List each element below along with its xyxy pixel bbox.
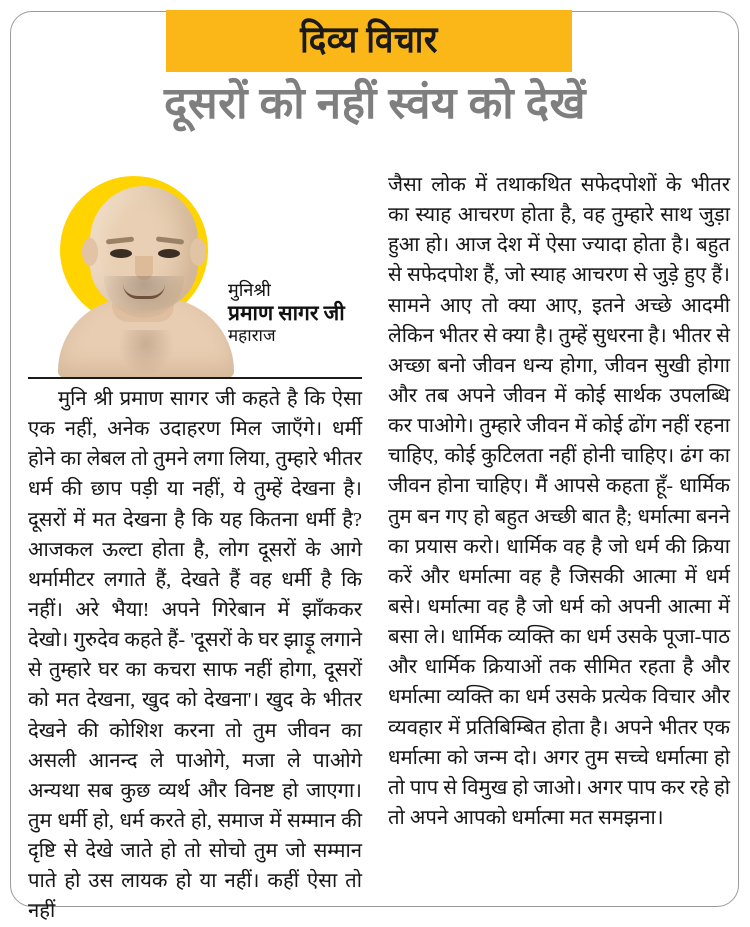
portrait-chest-shading: [118, 330, 174, 376]
page-title: दूसरों को नहीं स्वंय को देखें: [163, 79, 586, 128]
masthead-banner: [166, 10, 572, 72]
portrait-caption: [228, 280, 378, 346]
portrait-ear-left: [82, 238, 98, 266]
monk-portrait-image: [52, 180, 242, 368]
column-rule: [28, 377, 362, 379]
left-column: [28, 166, 362, 368]
portrait-eye-right: [158, 249, 180, 258]
article-body-right: जैसा लोक में तथाकथित सफेदपोशों के भीतर का स्याह आचरण होता है, वह तुम्हारे साथ जुड़ा हुआ हो। आज देश में ऐसा ज्यादा होता है। बहुत से सफेदपोश हैं, जो स्याह आचरण से जुड़े हुए हैं। सामने आए तो क्या आए, इतने अच्छे आदमी लेकिन भीतर से क्या है। तुम्हें सुधरना है। भीतर से अच्छा बनो जीवन धन्य होगा, जीवन सुखी होगा और तब अपने जीवन में कोई सार्थक उपलब्धि कर पाओगे। तुम्हारे जीवन में कोई ढोंग नहीं रहना चाहिए, कोई कुटिलता नहीं होनी चाहिए। ढंग का जीवन होना चाहिए। मैं आपसे कहता हूँ- धार्मिक तुम बन गए हो बहुत अच्छी बात है; धर्मात्मा बनने का प्रयास करो। धार्मिक वह है जो धर्म की क्रिया करें और धर्मात्मा वह है जिसकी आत्मा में धर्म बसे। धर्मात्मा वह है जो धर्म को अपनी आत्मा में बसा ले। धार्मिक व्यक्ति का धर्म उसके पूजा-पाठ और धार्मिक क्रियाओं तक सीमित रहता है और धर्मात्मा व्यक्ति का धर्म उसके प्रत्येक विचार और व्यवहार में प्रतिबिम्बित होता है। अपने भीतर एक धर्मात्मा को जन्म दो। अगर तुम सच्चे धर्मात्मा हो तो पाप से विमुख हो जाओ। अगर पाप कर रहे हो तो अपने आपको धर्मात्मा मत समझना।: [388, 174, 730, 829]
portrait-ear-right: [190, 238, 206, 266]
masthead-label: दिव्य विचार: [300, 20, 438, 61]
caption-name: प्रमाण सागर जी: [228, 301, 345, 326]
portrait-eye-left: [110, 249, 132, 258]
article-body-left: मुनि श्री प्रमाण सागर जी कहते है कि ऐसा एक नहीं, अनेक उदाहरण मिल जाएँगे। धर्मी होने का लेबल तो तुमने लगा लिया, तुम्हारे भीतर धर्म की छाप पड़ी या नहीं, ये तुम्हें देखना है। दूसरों में मत देखना है कि यह कितना धर्मी है? आजकल ऊल्टा होता है, लोग दूसरों के आगे थर्मामीटर लगाते हैं, देखते हैं वह धर्मी है कि नहीं। अरे भैया! अपने गिरेबान में झाँककर देखो। गुरुदेव कहते हैं- 'दूसरों के घर झाड़ू लगाने से तुम्हारे घर का कचरा साफ नहीं होगा, दूसरों को मत देखना, खुद को देखना'। खुद के भीतर देखने की कोशिश करना तो तुम जीवन का असली आनन्द ले पाओगे, मजा ले पाओगे अन्यथा सब कुछ व्यर्थ और विनष्ट हो जाएगा। तुम धर्मी हो, धर्म करते हो, समाज में सम्मान की दृष्टि से देखे जाते हो तो सोचो तुम जो सम्मान पाते हो उस लायक हो या नहीं। कहीं ऐसा तो नहीं: [28, 388, 362, 923]
caption-title: महाराज: [228, 326, 276, 346]
portrait-block: [28, 166, 362, 368]
caption-honorific: मुनिश्री: [228, 280, 271, 300]
